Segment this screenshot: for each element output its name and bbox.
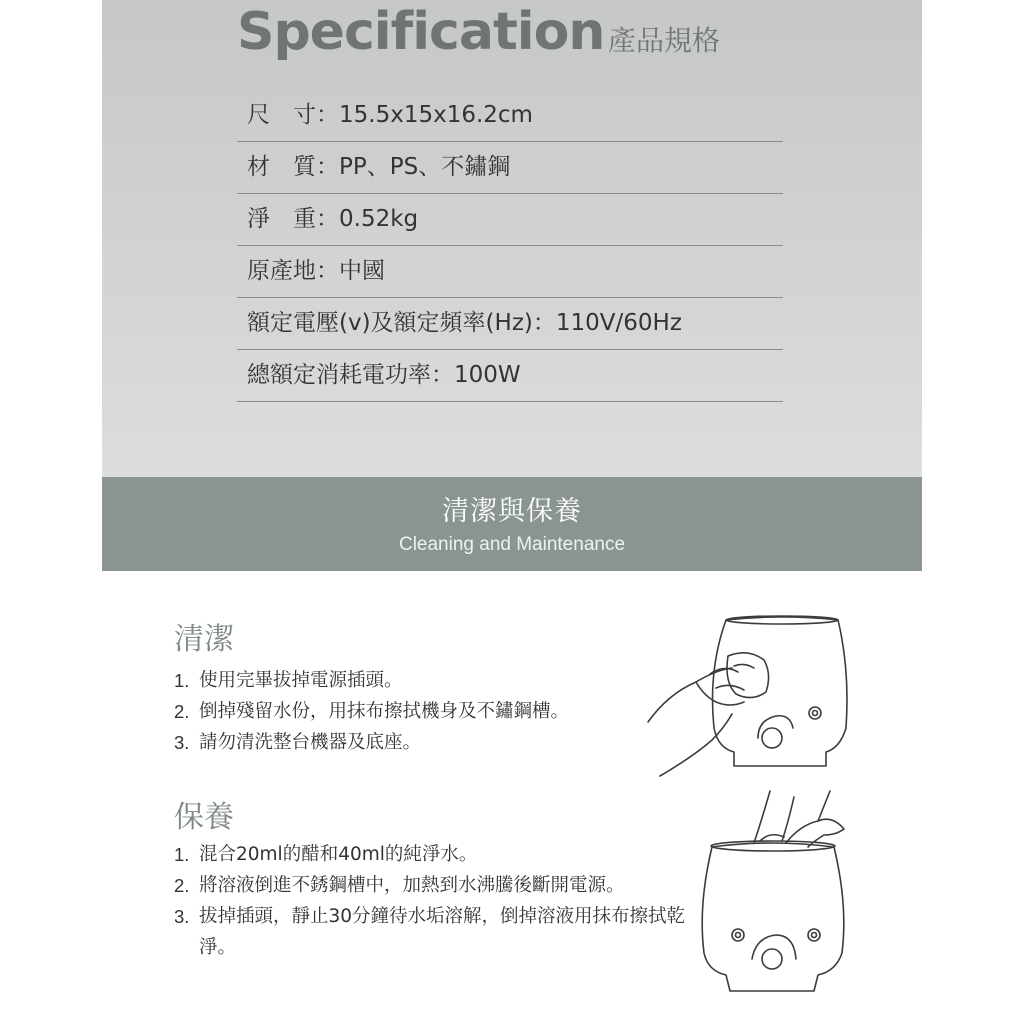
spec-row-size: 尺 寸：15.5x15x16.2cm: [237, 90, 783, 142]
cleaning-steps: [174, 665, 694, 758]
step-text: 倒掉殘留水份，用抹布擦拭機身及不鏽鋼槽。: [199, 701, 570, 722]
step-text: 使用完畢拔掉電源插頭。: [199, 670, 403, 691]
maintenance-steps: [174, 839, 694, 963]
spec-row-weight: 淨 重：0.52kg: [237, 194, 783, 246]
step-number: 3.: [174, 732, 190, 753]
step-number: 1.: [174, 844, 190, 865]
banner-title: 清潔與保養: [442, 496, 582, 527]
step-text: 請勿清洗整台機器及底座。: [199, 732, 422, 753]
step-text: 將溶液倒進不銹鋼槽中，加熱到水沸騰後斷開電源。: [199, 875, 625, 896]
list-item: [174, 839, 694, 870]
step-text: 拔掉插頭，靜止30分鐘待水垢溶解，倒掉溶液用抹布擦拭乾淨。: [199, 906, 686, 958]
wiping-machine-illustration: [640, 610, 860, 785]
spec-title: Specification: [237, 2, 605, 62]
banner-subtitle: Cleaning and Maintenance: [398, 534, 626, 555]
step-text: 混合20ml的醋和40ml的純淨水。: [199, 844, 478, 865]
step-number: 1.: [174, 670, 190, 691]
list-item: [174, 665, 694, 696]
spec-row-material: 材 質：PP、PS、不鏽鋼: [237, 142, 783, 194]
cleaning-heading: 清潔: [174, 622, 234, 657]
spec-row-voltage: 額定電壓(v)及額定頻率(Hz)：110V/60Hz: [237, 298, 783, 350]
step-number: 2.: [174, 701, 190, 722]
cleaning-tank-illustration: [690, 785, 860, 995]
spec-row-origin: 原產地：中國: [237, 246, 783, 298]
step-number: 3.: [174, 906, 190, 927]
list-item: [174, 870, 694, 901]
maintenance-heading: 保養: [174, 800, 234, 835]
cleaning-maintenance-banner: [102, 477, 922, 571]
spec-row-power: 總額定消耗電功率：100W: [237, 350, 783, 402]
step-number: 2.: [174, 875, 190, 896]
list-item: [174, 727, 694, 758]
list-item: [174, 901, 694, 963]
spec-list: [237, 90, 783, 402]
spec-subtitle: 產品規格: [608, 24, 721, 57]
list-item: [174, 696, 694, 727]
